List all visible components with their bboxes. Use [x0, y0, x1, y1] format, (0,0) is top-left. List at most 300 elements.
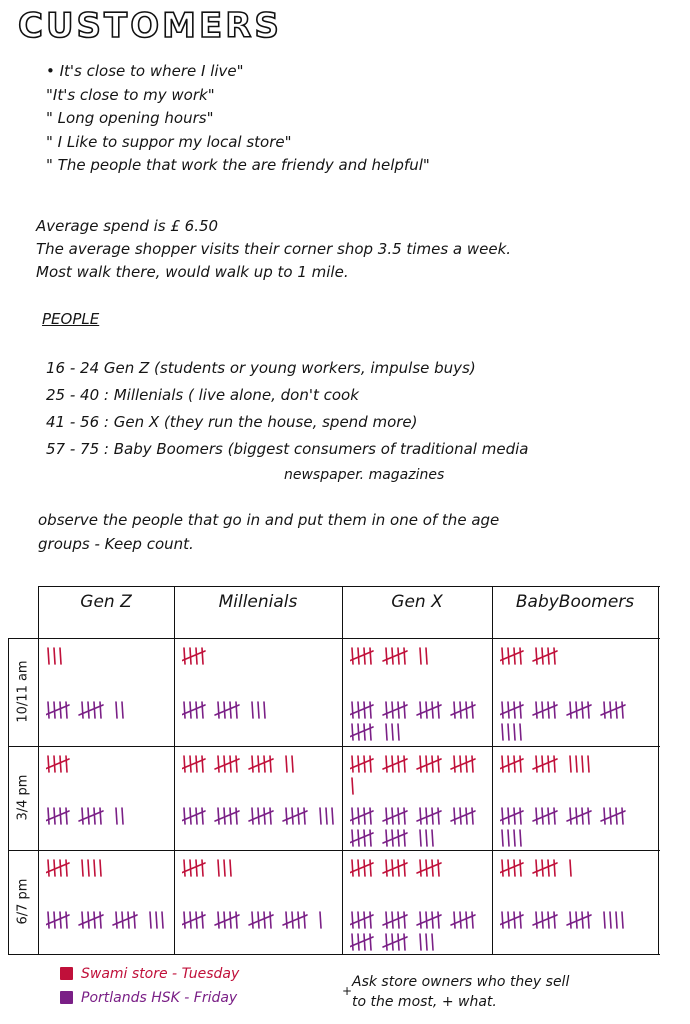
- tally-stroke: [162, 912, 163, 928]
- tally-gate-stroke: [350, 811, 373, 821]
- tally-stroke: [508, 912, 509, 928]
- tally-stroke: [508, 648, 509, 664]
- tally-stroke: [88, 808, 89, 824]
- people-heading: PEOPLE: [42, 310, 100, 328]
- footer: [60, 962, 690, 1022]
- tally-stroke: [404, 808, 405, 824]
- tally-stroke: [432, 860, 433, 876]
- tally-stroke: [588, 808, 589, 824]
- tally-stroke: [258, 912, 259, 928]
- tally-stroke: [438, 860, 439, 876]
- tally-stroke: [94, 702, 95, 718]
- tally-stroke: [364, 912, 365, 928]
- tally-stroke: [554, 702, 555, 718]
- tally-cell: [350, 804, 490, 848]
- tally-stroke: [604, 912, 605, 928]
- tally-stroke: [252, 756, 253, 772]
- tally-stroke: [392, 648, 393, 664]
- tally-stroke: [576, 756, 577, 772]
- tally-stroke: [252, 702, 253, 718]
- tally-stroke: [386, 808, 387, 824]
- tally-stroke: [432, 934, 433, 950]
- tally-stroke: [542, 808, 543, 824]
- tally-stroke: [554, 756, 555, 772]
- tally-stroke: [190, 702, 191, 718]
- tally-stroke: [508, 724, 509, 740]
- tally-cell: [500, 698, 656, 742]
- tally-stroke: [432, 702, 433, 718]
- tally-stroke: [332, 808, 333, 824]
- tally-stroke: [82, 860, 83, 876]
- table-time-divider: [38, 586, 39, 954]
- tally-stroke: [230, 860, 231, 876]
- tally-stroke: [472, 756, 473, 772]
- tally-stroke: [286, 912, 287, 928]
- tally-stroke: [264, 702, 265, 718]
- tally-cell: [500, 752, 656, 796]
- tally-stroke: [370, 934, 371, 950]
- tally-stroke: [370, 756, 371, 772]
- tally-stroke: [514, 702, 515, 718]
- tally-gate-stroke: [350, 915, 373, 925]
- tally-stroke: [298, 808, 299, 824]
- tally-stroke: [88, 702, 89, 718]
- tally-stroke: [420, 756, 421, 772]
- tally-stroke: [320, 912, 321, 928]
- tally-stroke: [508, 830, 509, 846]
- tally-stroke: [60, 860, 61, 876]
- tally-stroke: [264, 912, 265, 928]
- tally-stroke: [196, 648, 197, 664]
- tally-stroke: [386, 934, 387, 950]
- tally-stroke: [66, 912, 67, 928]
- tally-stroke: [236, 702, 237, 718]
- tally-stroke: [190, 756, 191, 772]
- tally-stroke: [392, 912, 393, 928]
- tally-stroke: [48, 912, 49, 928]
- tally-stroke: [60, 648, 61, 664]
- tally-stroke: [202, 860, 203, 876]
- tally-stroke: [352, 778, 353, 794]
- tally-stroke: [202, 756, 203, 772]
- legend-swatch-icon: [60, 991, 73, 1004]
- tally-gate-stroke: [46, 915, 69, 925]
- note: [352, 972, 569, 1012]
- tally-cell: [46, 908, 172, 952]
- tally-stroke: [502, 860, 503, 876]
- tally-stroke: [392, 724, 393, 740]
- tally-stroke: [542, 702, 543, 718]
- quote-line: "It's close to my work": [46, 85, 215, 104]
- tally-stroke: [224, 808, 225, 824]
- tally-stroke: [224, 912, 225, 928]
- tally-stroke: [100, 860, 101, 876]
- tally-stroke: [548, 702, 549, 718]
- tally-stroke: [218, 860, 219, 876]
- tally-stroke: [358, 808, 359, 824]
- tally-cell: [350, 644, 490, 688]
- tally-gate-stroke: [46, 863, 69, 873]
- tally-gate-stroke: [350, 937, 373, 947]
- tally-cell: [350, 752, 490, 796]
- tally-stroke: [94, 808, 95, 824]
- tally-gate-stroke: [500, 811, 523, 821]
- tally-cell: [182, 856, 340, 900]
- tally-stroke: [404, 934, 405, 950]
- tally-stroke: [352, 702, 353, 718]
- tally-stroke: [184, 808, 185, 824]
- tally-stroke: [258, 756, 259, 772]
- fact-line: Average spend is £ 6.50: [36, 217, 219, 235]
- tally-stroke: [420, 702, 421, 718]
- tally-stroke: [426, 934, 427, 950]
- tally-stroke: [196, 702, 197, 718]
- tally-stroke: [54, 648, 55, 664]
- tally-stroke: [150, 912, 151, 928]
- tally-gate-stroke: [500, 759, 523, 769]
- tally-stroke: [514, 648, 515, 664]
- tally-cell: [500, 804, 656, 848]
- tally-gate-stroke: [182, 915, 205, 925]
- tally-stroke: [292, 808, 293, 824]
- tally-stroke: [218, 808, 219, 824]
- tally-stroke: [432, 756, 433, 772]
- tally-stroke: [502, 912, 503, 928]
- tally-gate-stroke: [500, 651, 523, 661]
- tally-stroke: [542, 648, 543, 664]
- tally-stroke: [370, 648, 371, 664]
- tally-stroke: [94, 860, 95, 876]
- age-groups: [46, 355, 686, 483]
- tally-stroke: [392, 808, 393, 824]
- tally-stroke: [370, 724, 371, 740]
- tally-stroke: [66, 860, 67, 876]
- legend-store-2: [60, 990, 237, 1006]
- tally-cell: [350, 856, 490, 900]
- tally-stroke: [392, 756, 393, 772]
- tally-stroke: [536, 648, 537, 664]
- tally-stroke: [576, 702, 577, 718]
- tally-stroke: [426, 860, 427, 876]
- tally-gate-stroke: [46, 811, 69, 821]
- tally-stroke: [292, 756, 293, 772]
- tally-stroke: [502, 702, 503, 718]
- tally-stroke: [420, 808, 421, 824]
- tally-stroke: [536, 702, 537, 718]
- tally-gate-stroke: [182, 705, 205, 715]
- tally-gate-stroke: [182, 759, 205, 769]
- tally-gate-stroke: [182, 811, 205, 821]
- tally-stroke: [190, 912, 191, 928]
- tally-stroke: [88, 912, 89, 928]
- tally-stroke: [304, 808, 305, 824]
- table-border-top: [38, 586, 660, 587]
- tally-stroke: [514, 756, 515, 772]
- tally-stroke: [230, 702, 231, 718]
- tally-stroke: [54, 808, 55, 824]
- tally-stroke: [454, 912, 455, 928]
- tally-stroke: [358, 860, 359, 876]
- tally-cell: [46, 698, 172, 742]
- tally-stroke: [588, 912, 589, 928]
- tally-stroke: [224, 756, 225, 772]
- tally-stroke: [370, 702, 371, 718]
- tally-stroke: [588, 756, 589, 772]
- tally-stroke: [432, 830, 433, 846]
- tally-stroke: [386, 648, 387, 664]
- tally-stroke: [508, 860, 509, 876]
- tally-stroke: [514, 724, 515, 740]
- tally-stroke: [404, 702, 405, 718]
- tally-stroke: [48, 808, 49, 824]
- tally-stroke: [66, 808, 67, 824]
- tally-stroke: [364, 934, 365, 950]
- tally-gate-stroke: [182, 863, 205, 873]
- tally-stroke: [466, 912, 467, 928]
- tally-stroke: [520, 702, 521, 718]
- tally-stroke: [616, 912, 617, 928]
- tally-stroke: [264, 808, 265, 824]
- tally-stroke: [156, 912, 157, 928]
- row-label-morning: 10/11 am: [15, 660, 31, 723]
- tally-stroke: [582, 702, 583, 718]
- tally-stroke: [358, 702, 359, 718]
- tally-stroke: [398, 702, 399, 718]
- tally-stroke: [258, 808, 259, 824]
- tally-stroke: [554, 648, 555, 664]
- column-header-gen-x: Gen X: [391, 592, 443, 612]
- tally-gate-stroke: [182, 651, 205, 661]
- tally-stroke: [466, 808, 467, 824]
- tally-stroke: [548, 912, 549, 928]
- column-header-millenials: Millenials: [218, 592, 298, 612]
- tally-stroke: [184, 756, 185, 772]
- tally-stroke: [404, 830, 405, 846]
- tally-stroke: [202, 702, 203, 718]
- tally-stroke: [236, 808, 237, 824]
- tally-stroke: [460, 912, 461, 928]
- tally-stroke: [392, 702, 393, 718]
- tally-stroke: [270, 912, 271, 928]
- tally-stroke: [236, 912, 237, 928]
- tally-stroke: [454, 702, 455, 718]
- age-group-line: 41 - 56 : Gen X (they run the house, spend more): [46, 413, 418, 431]
- tally-stroke: [570, 860, 571, 876]
- tally-stroke: [466, 702, 467, 718]
- tally-cell: [500, 908, 656, 952]
- tally-stroke: [542, 756, 543, 772]
- tally-stroke: [100, 808, 101, 824]
- tally-cell: [46, 856, 172, 900]
- tally-stroke: [548, 756, 549, 772]
- tally-stroke: [570, 808, 571, 824]
- tally-stroke: [460, 756, 461, 772]
- tally-stroke: [520, 830, 521, 846]
- tally-stroke: [386, 860, 387, 876]
- tally-stroke: [48, 702, 49, 718]
- tally-stroke: [398, 912, 399, 928]
- tally-stroke: [548, 648, 549, 664]
- tally-stroke: [610, 702, 611, 718]
- tally-stroke: [610, 808, 611, 824]
- tally-stroke: [370, 912, 371, 928]
- tally-stroke: [264, 756, 265, 772]
- tally-stroke: [352, 808, 353, 824]
- tally-stroke: [190, 808, 191, 824]
- tally-stroke: [438, 912, 439, 928]
- tally-stroke: [472, 702, 473, 718]
- tally-stroke: [432, 808, 433, 824]
- tally-stroke: [398, 648, 399, 664]
- tally-cell: [500, 644, 656, 688]
- tally-stroke: [438, 756, 439, 772]
- fact-line: The average shopper visits their corner shop 3.5 times a week.: [36, 240, 512, 258]
- tally-stroke: [364, 830, 365, 846]
- tally-stroke: [252, 912, 253, 928]
- tally-stroke: [358, 724, 359, 740]
- tally-stroke: [134, 912, 135, 928]
- tally-stroke: [364, 808, 365, 824]
- tally-stroke: [466, 756, 467, 772]
- tally-stroke: [502, 830, 503, 846]
- tally-stroke: [514, 830, 515, 846]
- tally-stroke: [60, 756, 61, 772]
- tally-gate-stroke: [500, 705, 523, 715]
- shopper-facts: [36, 215, 686, 284]
- tally-stroke: [502, 756, 503, 772]
- tally-stroke: [392, 934, 393, 950]
- tally-stroke: [502, 808, 503, 824]
- tally-gate-stroke: [46, 759, 69, 769]
- tally-stroke: [122, 912, 123, 928]
- tally-stroke: [190, 860, 191, 876]
- tally-stroke: [184, 702, 185, 718]
- tally-stroke: [570, 912, 571, 928]
- table-col-divider: [342, 586, 343, 954]
- tally-stroke: [54, 912, 55, 928]
- legend-store-2-label: Portlands HSK - Friday: [81, 990, 238, 1006]
- tally-stroke: [508, 702, 509, 718]
- tally-stroke: [94, 912, 95, 928]
- note-line: to the most, + what.: [352, 994, 497, 1010]
- column-header-gen-z: Gen Z: [80, 592, 132, 612]
- tally-stroke: [398, 934, 399, 950]
- row-label-afternoon: 3/4 pm: [15, 774, 31, 821]
- age-group-line: 25 - 40 : Millenials ( live alone, don't cook: [46, 386, 359, 404]
- tally-stroke: [616, 702, 617, 718]
- tally-stroke: [588, 702, 589, 718]
- tally-stroke: [298, 912, 299, 928]
- tally-stroke: [398, 724, 399, 740]
- tally-stroke: [352, 648, 353, 664]
- tally-stroke: [224, 860, 225, 876]
- tally-gate-stroke: [350, 863, 373, 873]
- tally-stroke: [292, 912, 293, 928]
- tally-stroke: [582, 756, 583, 772]
- tally-stroke: [352, 830, 353, 846]
- tally-gate-stroke: [500, 863, 523, 873]
- tally-stroke: [48, 860, 49, 876]
- tally-stroke: [548, 808, 549, 824]
- tally-cell: [350, 698, 490, 742]
- column-header-baby-boomers: BabyBoomers: [515, 592, 635, 612]
- tally-stroke: [230, 808, 231, 824]
- tally-stroke: [358, 648, 359, 664]
- tally-stroke: [196, 860, 197, 876]
- table-border-bottom: [8, 954, 660, 955]
- quote-line: " I Like to suppor my local store": [46, 132, 292, 151]
- tally-cell: [46, 804, 172, 848]
- tally-stroke: [604, 702, 605, 718]
- tally-stroke: [230, 912, 231, 928]
- tally-stroke: [252, 808, 253, 824]
- tally-stroke: [100, 912, 101, 928]
- instruction: [38, 508, 678, 556]
- tally-stroke: [426, 912, 427, 928]
- instruction-line: observe the people that go in and put them in one of the age: [38, 511, 500, 529]
- tally-stroke: [570, 756, 571, 772]
- tally-stroke: [370, 860, 371, 876]
- tally-stroke: [454, 756, 455, 772]
- tally-stroke: [392, 830, 393, 846]
- tally-stroke: [404, 648, 405, 664]
- tally-stroke: [502, 724, 503, 740]
- tally-stroke: [404, 912, 405, 928]
- tally-stroke: [460, 702, 461, 718]
- tally-stroke: [364, 648, 365, 664]
- tally-stroke: [554, 860, 555, 876]
- tally-stroke: [514, 808, 515, 824]
- table-col-divider: [492, 586, 493, 954]
- tally-stroke: [426, 808, 427, 824]
- tally-stroke: [352, 934, 353, 950]
- age-group-continuation: newspaper. magazines: [284, 467, 445, 483]
- tally-stroke: [230, 756, 231, 772]
- tally-cell: [46, 644, 172, 688]
- tally-stroke: [454, 808, 455, 824]
- tally-stroke: [116, 808, 117, 824]
- tally-stroke: [196, 808, 197, 824]
- quote-line: " Long opening hours": [46, 109, 214, 127]
- tally-stroke: [358, 912, 359, 928]
- tally-stroke: [184, 860, 185, 876]
- tally-stroke: [514, 912, 515, 928]
- age-group-line: 16 - 24 Gen Z (students or young workers, impulse buys): [46, 359, 476, 377]
- tally-stroke: [520, 648, 521, 664]
- tally-stroke: [196, 912, 197, 928]
- instruction-line: groups - Keep count.: [38, 535, 194, 553]
- tally-stroke: [386, 724, 387, 740]
- tally-stroke: [184, 912, 185, 928]
- page-title: CUSTOMERS: [18, 6, 282, 46]
- tally-stroke: [60, 808, 61, 824]
- tally-stroke: [554, 808, 555, 824]
- tally-stroke: [352, 756, 353, 772]
- tally-stroke: [616, 808, 617, 824]
- tally-gate-stroke: [350, 705, 373, 715]
- tally-stroke: [536, 756, 537, 772]
- tally-stroke: [88, 860, 89, 876]
- tally-stroke: [82, 808, 83, 824]
- tally-stroke: [358, 934, 359, 950]
- tally-stroke: [548, 860, 549, 876]
- tally-stroke: [60, 912, 61, 928]
- tally-stroke: [420, 830, 421, 846]
- tally-gate-stroke: [350, 833, 373, 843]
- tally-stroke: [270, 756, 271, 772]
- tally-gate-stroke: [350, 759, 373, 769]
- tally-stroke: [370, 830, 371, 846]
